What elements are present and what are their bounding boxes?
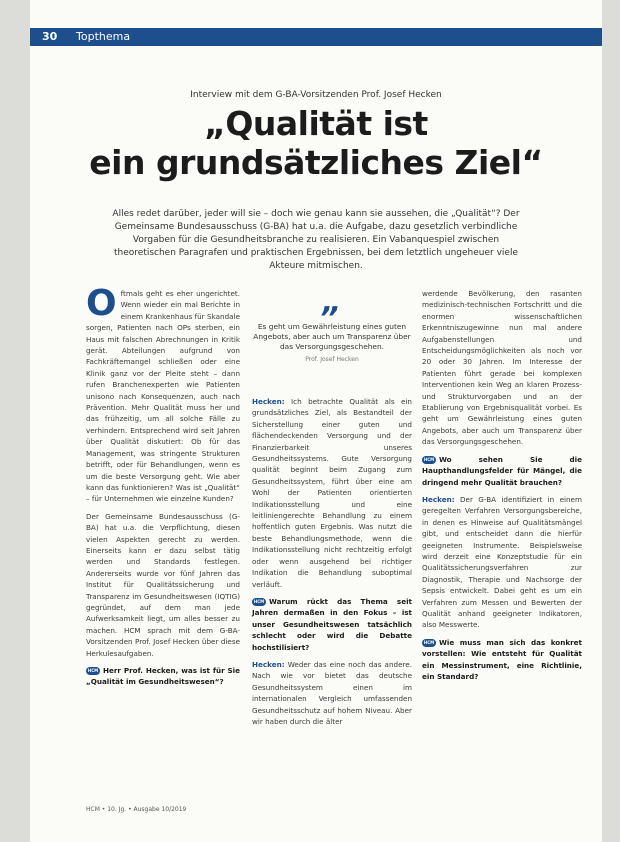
column-2 — [252, 396, 412, 733]
intro-paragraph — [86, 283, 240, 505]
headline-line-1: „Qualität ist — [204, 104, 428, 143]
answer-3: Hecken: Der G-BA identifiziert in einem geregelten Verfahren Versorgungsbereiche, in denen es Hinweise auf Qualitätsmängel gibt, und entscheidet dann die hierfür geeigneten Instrumente. Beispielsweise wird derzeit eine Konzeptstudie für ein Qualitätssicherungsverfahren zur Diagnostik, Therapie und Nachsorge der Sepsis entwickelt. Dabei geht es um ein Verfahren zum Messen und Bewerten der Qualität anhand geeigneter Indikatoren, also Messwerte. — [422, 494, 582, 630]
hcm-badge-icon: HCM — [87, 668, 99, 673]
answer-1-continued: werdende Bevölkerung, den rasanten medizinisch-technischen Fortschritt und die enormen wissenschaftlichen Erkenntniszugewinne nun mal andere Aufgabenstellungen und Entscheidungsmöglichkeiten als noch vor 20 oder 30 Jahren. Im Interesse der Patienten führt gerade bei komplexen Interventionen kein Weg an klaren Prozess- und Strukturvorgaben und an der Etablierung von Ergebnisqualität vorbei. Es geht um Gewährleistung eines guten Angebots, aber auch um Transparenz über das Versorgungsgeschehen. — [422, 289, 582, 447]
page-footer: HCM • 10. Jg. • Ausgabe 10/2019 — [86, 806, 187, 813]
quote-mark-icon: „ — [322, 285, 342, 320]
magazine-page — [30, 0, 602, 842]
speaker-label: Hecken: — [252, 659, 285, 669]
speaker-label: Hecken: — [422, 494, 455, 504]
hcm-badge-icon: HCM — [423, 456, 435, 462]
answer-1: Hecken: Ich betrachte Qualität als ein grundsätzliches Ziel, als Bestandteil der Sicherstellung einer guten und flächendeckenden Versorgung und der Finanzierbarkeit unseres Gesundheitssystems. Gute Versorgung qualität beginnt beim Zugang zum Gesundheitssystem, führt über eine am Wohl der Patienten orientierten Indikationsstellung und eine leitliniengerechte Behandlung zu einem hoffentlich guten Ergebnis. Was nutzt die beste Behandlungsmethode, wenn die Indikationsstellung nicht rechtzeitig erfolgt oder wenn ausgehend bei richtiger Indikation die Behandlung suboptimal verläuft. — [252, 397, 412, 589]
hcm-badge-icon: HCM — [253, 598, 265, 604]
headline-line-2: ein grundsätzliches Ziel“ — [89, 143, 543, 182]
column-1 — [86, 283, 240, 694]
question-2: HCM Warum rückt das Thema seit Jahren dermaßen in den Fokus – ist unser Gesundheitswesen tatsächlich schlecht oder wird die Debatte hochstilisiert? — [252, 596, 412, 652]
question-1: HCM Herr Prof. Hecken, was ist für Sie „Qualität im Gesundheitswesen“? — [86, 666, 240, 687]
pull-quote — [252, 285, 412, 363]
speaker-label: Hecken: — [252, 397, 285, 406]
pull-quote-text: Es geht um Gewährleistung eines guten Angebots, aber auch um Transparenz über das Versorgungsgeschehen. — [253, 322, 411, 351]
headline — [30, 104, 602, 182]
column-3 — [422, 288, 582, 688]
lead-paragraph: Alles redet darüber, jeder will sie – doch wie genau kann sie aussehen, die „Qualität“? Der Gemeinsame Bundesausschuss (G-BA) hat u.a. die Aufgabe, dazu gesetzlich verbindliche Vorgaben für die Gesundheitsbranche zu realisieren. Ein Vabanquespiel zwischen theoretischen Paragrafen und praktischen Ergebnissen, bei dem letztlich ungeheuer viele Akteure mitmischen. — [112, 209, 520, 271]
page-number: 30 — [42, 30, 58, 43]
question-3: HCM Wo sehen Sie die Haupthandlungsfelder für Mängel, die dringend mehr Qualität brauchen? — [422, 454, 582, 487]
section-label: Topthema — [76, 30, 131, 43]
hcm-badge-icon: HCM — [423, 639, 435, 645]
pull-quote-source: Prof. Josef Hecken — [305, 356, 359, 363]
kicker: Interview mit dem G-BA-Vorsitzenden Prof. Josef Hecken — [190, 90, 442, 100]
section-header-bar — [30, 28, 602, 46]
paragraph: Der Gemeinsame Bundesausschuss (G-BA) hat u.a. die Verpflichtung, diesen vielen Aspekten gerecht zu werden. Einerseits kann er dazu selbst tätig werden und Standards festlegen. Andererseits wurde vor fünf Jahren das Institut für Qualitätssicherung und Transparenz im Gesundheitswesen (IQTIG) gegründet, auf dem man jede Aufwerksamkeit liegt, um alles besser zu machen. HCM sprach mit dem G-BA-Vorsitzenden Prof. Josef Hecken über diese Herkulesaufgaben. — [86, 511, 240, 658]
answer-2: Hecken: Weder das eine noch das andere. Nach wie vor bietet das deutsche Gesundheitssystem einen im internationalen Vergleich umfassenden Gesundheitsschutz auf hohem Niveau. Aber wir haben durch die älter — [252, 659, 412, 726]
drop-cap: O — [86, 283, 117, 324]
question-4: HCM Wie muss man sich das konkret vorstellen: Wie entsteht für Qualität ein Messinstrument, eine Richtlinie, ein Standard? — [422, 637, 582, 681]
intro-text: ftmals geht es eher ungerichtet. Wenn wieder ein mal Berichte in einem Krankenhaus für Skandale sorgen, Patienten nach OPs sterben, ein Haus mit falschen Abrechnungen in Kritik gerät. Abteilungen aufgrund von Fachkräftemangel schließen oder eine Klinik ganz vor der Pleite steht – dann rufen Branchenexperten wie Patienten unisono nach Konsequenzen, auch nach Prävention. Mehr Qualität muss her und das frühzeitig, um all solche Fälle zu verhindern. Entsprechend wird seit Jahren über Qualität diskutiert: Ob für das Management, was stringente Strukturen betrifft, oder für Behandlungen, wenn es um die beste Versorgung geht. Wie aber kann das funktionieren? Was ist „Qualität“ – für Unternehmen wie einzelne Kunden? — [86, 289, 240, 504]
